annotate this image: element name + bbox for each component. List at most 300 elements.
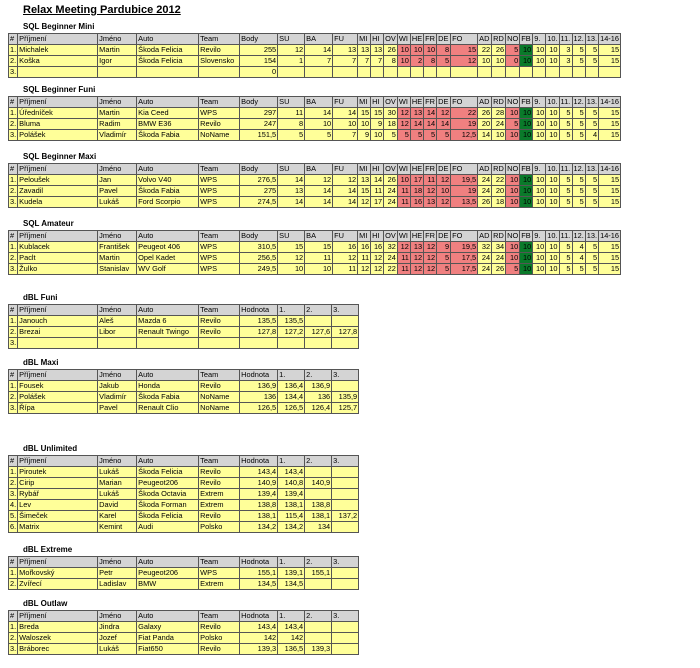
column-header: WI	[397, 97, 410, 108]
table-cell: Polášek	[18, 392, 98, 403]
column-header: #	[9, 456, 18, 467]
column-header: Auto	[137, 97, 199, 108]
table-cell: 12	[410, 253, 423, 264]
table-cell: 5	[384, 130, 398, 141]
table-cell: 10	[358, 119, 371, 130]
table-cell: Zavadil	[18, 186, 98, 197]
column-header: #	[9, 611, 18, 622]
table-cell: 26	[478, 108, 492, 119]
column-header: 2.	[305, 370, 332, 381]
table-cell: Škoda Felicia	[137, 511, 199, 522]
table-cell: 1.	[10, 108, 17, 117]
table-cell: Extrem	[199, 579, 240, 590]
table-cell: 143,4	[278, 467, 305, 478]
table-cell	[410, 67, 423, 78]
table-cell: 14	[424, 108, 437, 119]
table-cell: Jakub	[98, 381, 137, 392]
table-cell: 2.	[10, 56, 17, 65]
column-header: 14-16	[600, 231, 619, 240]
table-cell: 15	[599, 253, 621, 264]
table-cell: 28	[492, 108, 506, 119]
table-row	[9, 338, 359, 349]
table-cell: WPS	[199, 242, 240, 253]
table-cell: 15	[358, 186, 371, 197]
table-cell: 134,2	[278, 522, 305, 533]
column-header: 2.	[305, 557, 332, 568]
table-cell: 139,3	[240, 644, 278, 655]
table-cell: 20	[492, 186, 506, 197]
table-cell: 10	[520, 253, 533, 264]
table-cell: 247	[240, 119, 278, 130]
table-cell: 15	[599, 56, 621, 67]
table-cell: 6.	[10, 522, 17, 531]
table-cell	[305, 67, 333, 78]
column-header: AD	[478, 97, 492, 108]
section-sql-beginner-maxi	[8, 151, 621, 208]
column-header: HE	[411, 164, 423, 173]
column-header: Team	[199, 611, 240, 622]
column-header: 12.	[573, 34, 584, 43]
table-cell: Polášek	[18, 130, 98, 141]
column-header: #	[9, 370, 18, 381]
table-cell	[572, 67, 585, 78]
column-header: 10.	[547, 231, 558, 240]
table-cell: Karel	[98, 511, 137, 522]
column-header: 3.	[332, 305, 359, 316]
column-header: 2.	[305, 456, 332, 467]
table-cell: 5	[506, 45, 520, 56]
section-dbl-outlaw	[8, 598, 359, 655]
table-cell: 135,5	[240, 316, 278, 327]
table-cell: Extrem	[199, 489, 240, 500]
column-header: #	[9, 97, 18, 108]
table-cell: WPS	[199, 264, 240, 275]
table-row	[9, 467, 359, 478]
column-header: 10.	[547, 34, 558, 43]
table-cell: Revilo	[199, 316, 240, 327]
table-cell	[559, 67, 572, 78]
table-cell: 5.	[10, 511, 17, 520]
table-cell: 137,2	[332, 511, 359, 522]
table-cell	[305, 338, 332, 349]
table-cell: Fiat Panda	[137, 633, 199, 644]
table-cell: 276,5	[240, 175, 278, 186]
table-cell: 19	[451, 186, 478, 197]
column-header: Jméno	[98, 456, 137, 467]
column-header: Auto	[137, 557, 199, 568]
section-title: dBL Outlaw	[23, 599, 68, 608]
column-header: 14-16	[600, 34, 619, 43]
results-table	[8, 556, 359, 590]
table-row	[9, 579, 359, 590]
table-cell: 10	[546, 130, 559, 141]
table-cell: 13	[371, 45, 384, 56]
table-cell: 10	[533, 197, 546, 208]
table-cell: 10	[533, 56, 546, 67]
table-cell: Mořkovský	[18, 568, 98, 579]
table-cell: Lukáš	[98, 644, 137, 655]
table-cell: 5	[559, 108, 572, 119]
table-cell: Jozef	[98, 633, 137, 644]
table-cell: 30	[384, 108, 398, 119]
table-cell: 135,5	[278, 316, 305, 327]
column-header: SU	[278, 164, 305, 175]
table-cell: Stanislav	[98, 264, 137, 275]
table-cell	[332, 381, 359, 392]
table-cell: 1.	[10, 45, 17, 54]
table-cell: 7	[371, 56, 384, 67]
table-cell: 12	[358, 264, 371, 275]
table-cell: 12,5	[451, 130, 478, 141]
table-cell: 10	[520, 56, 533, 67]
table-cell: Škoda Octavia	[137, 489, 199, 500]
table-cell: 5	[585, 45, 598, 56]
table-cell: NoName	[199, 403, 240, 414]
column-header: 1.	[278, 370, 305, 381]
column-header: Hodnota	[240, 456, 278, 467]
table-cell: 126,4	[305, 403, 332, 414]
table-cell: 10	[520, 175, 533, 186]
table-cell: 22	[492, 175, 506, 186]
table-cell: 134	[305, 522, 332, 533]
results-table	[8, 33, 621, 78]
table-cell: 10	[533, 264, 546, 275]
table-cell: 15	[599, 130, 621, 141]
table-cell: 135,9	[332, 392, 359, 403]
table-cell	[199, 338, 240, 349]
table-cell: 3.	[10, 489, 17, 498]
table-cell: 125,7	[332, 403, 359, 414]
table-cell: Galaxy	[137, 622, 199, 633]
table-cell: 10	[533, 253, 546, 264]
table-row	[9, 108, 621, 119]
table-cell: 12	[437, 108, 451, 119]
table-cell: 139,4	[278, 489, 305, 500]
section-sql-beginner-funi	[8, 84, 621, 141]
table-cell: 14	[305, 186, 333, 197]
table-cell: 8	[278, 119, 305, 130]
table-cell: 136,5	[278, 644, 305, 655]
table-cell: Slovensko	[199, 56, 240, 67]
column-header: Jméno	[98, 34, 137, 45]
table-cell: 11	[397, 264, 410, 275]
table-cell: 310,5	[240, 242, 278, 253]
column-header: HI	[371, 34, 384, 45]
table-cell: Řípa	[18, 403, 98, 414]
column-header: #	[9, 557, 18, 568]
column-header: FR	[425, 97, 435, 106]
table-row	[9, 622, 359, 633]
table-cell	[305, 633, 332, 644]
table-header-row	[9, 34, 621, 45]
table-cell: 11	[397, 186, 410, 197]
table-cell: 15	[371, 108, 384, 119]
column-header: MI	[358, 231, 371, 242]
table-cell: 10	[371, 130, 384, 141]
column-header: Příjmení	[18, 456, 98, 467]
table-cell: 5	[506, 264, 520, 275]
table-cell: 10	[506, 108, 520, 119]
column-header: Jméno	[98, 231, 137, 242]
table-cell	[332, 500, 359, 511]
table-cell: Revilo	[199, 45, 240, 56]
table-cell: 126,5	[240, 403, 278, 414]
column-header: OV	[385, 231, 396, 240]
table-cell: Aleš	[98, 316, 137, 327]
table-cell: 14	[305, 45, 333, 56]
table-cell: Revilo	[199, 511, 240, 522]
table-cell: 10	[305, 264, 333, 275]
table-cell: 3	[559, 45, 572, 56]
column-header: FU	[333, 164, 358, 175]
column-header: 14-16	[600, 97, 619, 106]
table-cell: Renault Twingo	[137, 327, 199, 338]
table-row	[9, 264, 621, 275]
table-cell: 2.	[10, 579, 17, 588]
table-cell: 24	[478, 175, 492, 186]
column-header: HE	[411, 231, 423, 240]
column-header: Team	[199, 164, 240, 175]
table-cell	[332, 489, 359, 500]
table-cell: 136	[305, 392, 332, 403]
column-header: 12.	[573, 231, 584, 240]
table-cell: 7	[358, 56, 371, 67]
table-cell: Kia Ceed	[137, 108, 199, 119]
table-cell: 249,5	[240, 264, 278, 275]
table-cell: Škoda Felicia	[137, 467, 199, 478]
table-cell: 10	[520, 186, 533, 197]
table-cell: 5	[572, 45, 585, 56]
table-header-row	[9, 231, 621, 242]
table-cell: Radim	[98, 119, 137, 130]
table-cell: 5	[559, 264, 572, 275]
table-cell: 10	[305, 119, 333, 130]
table-cell: 10	[397, 56, 410, 67]
table-cell: Bluma	[18, 119, 98, 130]
table-cell: 12	[397, 242, 410, 253]
table-cell: 14	[437, 119, 451, 130]
table-header-row	[9, 611, 359, 622]
table-cell	[18, 338, 98, 349]
table-cell: 297	[240, 108, 278, 119]
table-cell: 126,5	[278, 403, 305, 414]
table-cell: 142	[240, 633, 278, 644]
column-header: BA	[305, 164, 333, 175]
table-cell: Waloszek	[18, 633, 98, 644]
column-header: 3.	[332, 557, 359, 568]
table-cell: 2.	[10, 478, 17, 487]
column-header: FB	[520, 164, 533, 175]
table-cell: 14	[333, 108, 358, 119]
table-cell	[492, 67, 506, 78]
table-cell: 5	[305, 130, 333, 141]
results-table	[8, 163, 621, 208]
table-cell: 5	[572, 108, 585, 119]
table-cell	[98, 67, 137, 78]
results-table	[8, 304, 359, 349]
column-header: RD	[493, 34, 504, 43]
column-header: 9.	[533, 231, 546, 242]
table-row	[9, 67, 621, 78]
table-cell: WPS	[199, 108, 240, 119]
table-cell: 3.	[10, 644, 17, 653]
table-cell: 15	[599, 186, 621, 197]
table-cell	[371, 67, 384, 78]
table-cell: Bráborec	[18, 644, 98, 655]
column-header: 2.	[305, 305, 332, 316]
column-header: DE	[437, 34, 451, 45]
column-header: #	[9, 305, 18, 316]
table-cell: Brezai	[18, 327, 98, 338]
table-cell: 10	[546, 45, 559, 56]
table-cell: Škoda Fabia	[137, 130, 199, 141]
table-row	[9, 130, 621, 141]
table-cell: 12	[451, 56, 478, 67]
table-cell: Honda	[137, 381, 199, 392]
column-header: Auto	[137, 34, 199, 45]
table-cell	[332, 338, 359, 349]
column-header: #	[9, 34, 18, 45]
table-cell	[478, 67, 492, 78]
table-cell: 14	[333, 197, 358, 208]
column-header: 11.	[560, 231, 571, 240]
table-cell: Lukáš	[98, 467, 137, 478]
table-cell: 9	[358, 130, 371, 141]
table-cell: 12	[437, 175, 451, 186]
column-header: Hodnota	[240, 611, 278, 622]
table-cell: 5	[572, 175, 585, 186]
table-cell: 143,4	[240, 467, 278, 478]
column-header: Body	[240, 164, 278, 175]
table-row	[9, 511, 359, 522]
column-header: 13.	[586, 164, 598, 173]
table-cell: 13	[358, 45, 371, 56]
table-cell: 1.	[10, 568, 17, 577]
table-cell: 138,8	[240, 500, 278, 511]
column-header: Hodnota	[240, 557, 278, 568]
column-header: Auto	[137, 231, 199, 242]
table-cell: 5	[559, 130, 572, 141]
table-row	[9, 197, 621, 208]
table-cell: 5	[437, 130, 451, 141]
table-cell: 8	[437, 45, 451, 56]
table-header-row	[9, 557, 359, 568]
column-header: 13.	[586, 231, 598, 240]
column-header: NO	[507, 231, 519, 240]
column-header: AD	[478, 164, 492, 175]
table-cell: 10	[520, 130, 533, 141]
table-cell: 16	[333, 242, 358, 253]
table-cell: 5	[424, 130, 437, 141]
column-header: RD	[493, 231, 504, 240]
table-cell	[358, 67, 371, 78]
table-cell: 4	[572, 253, 585, 264]
column-header: SU	[278, 231, 305, 242]
column-header: NO	[507, 97, 519, 106]
column-header: OV	[385, 34, 396, 43]
column-header: MI	[358, 164, 371, 175]
table-cell: 16	[410, 197, 423, 208]
column-header: OV	[385, 97, 396, 106]
table-cell: 136	[240, 392, 278, 403]
table-cell: Paclt	[18, 253, 98, 264]
section-sql-beginner-mini	[8, 21, 621, 78]
table-cell: Cirip	[18, 478, 98, 489]
table-cell: 1.	[10, 622, 17, 631]
table-cell: 2.	[10, 633, 17, 642]
column-header: 11.	[560, 97, 571, 106]
section-title: dBL Extreme	[23, 545, 73, 554]
table-cell: 10	[410, 45, 423, 56]
table-cell	[332, 478, 359, 489]
table-cell	[332, 622, 359, 633]
table-cell: 136,9	[240, 381, 278, 392]
table-cell	[520, 67, 533, 78]
table-cell: 11	[424, 175, 437, 186]
table-cell: 26	[384, 175, 398, 186]
table-cell: Mazda 6	[137, 316, 199, 327]
table-cell: 5	[585, 264, 598, 275]
table-cell: 11	[397, 197, 410, 208]
table-cell: Lukáš	[98, 197, 137, 208]
column-header: 12.	[573, 97, 584, 106]
table-cell: Revilo	[199, 467, 240, 478]
table-cell: 13	[358, 175, 371, 186]
column-header: HI	[371, 164, 384, 175]
table-row	[9, 522, 359, 533]
table-cell: 5	[410, 130, 423, 141]
table-row	[9, 56, 621, 67]
table-cell: Breda	[18, 622, 98, 633]
table-cell	[384, 67, 398, 78]
table-cell: 10	[546, 108, 559, 119]
table-cell: Škoda Felicia	[137, 56, 199, 67]
table-cell: 24	[478, 264, 492, 275]
table-cell: 15	[599, 197, 621, 208]
table-cell: Revilo	[199, 381, 240, 392]
table-cell: 10	[492, 130, 506, 141]
table-cell: 10	[546, 253, 559, 264]
table-cell: 18	[410, 186, 423, 197]
table-cell: 12	[371, 264, 384, 275]
table-cell: 155,1	[305, 568, 332, 579]
section-dbl-unlimited	[8, 443, 359, 533]
table-cell: Žulko	[18, 264, 98, 275]
table-cell: 7	[305, 56, 333, 67]
table-cell: 12	[358, 197, 371, 208]
column-header: Jméno	[98, 370, 137, 381]
column-header: MI	[358, 97, 371, 108]
column-header: FR	[425, 34, 435, 43]
column-header: Team	[199, 456, 240, 467]
table-cell: 17	[410, 175, 423, 186]
table-cell	[599, 67, 621, 78]
table-cell: 5	[559, 175, 572, 186]
table-cell: 5	[572, 186, 585, 197]
table-cell	[333, 67, 358, 78]
table-cell: 5	[437, 253, 451, 264]
table-cell: 1.	[10, 175, 17, 184]
table-row	[9, 186, 621, 197]
table-cell: 15	[278, 242, 305, 253]
section-dbl-maxi	[8, 357, 359, 414]
table-cell	[397, 67, 410, 78]
table-cell: 11	[305, 253, 333, 264]
column-header: Příjmení	[18, 164, 98, 175]
table-cell: 10	[424, 45, 437, 56]
table-cell: 18	[384, 119, 398, 130]
table-cell	[98, 338, 137, 349]
